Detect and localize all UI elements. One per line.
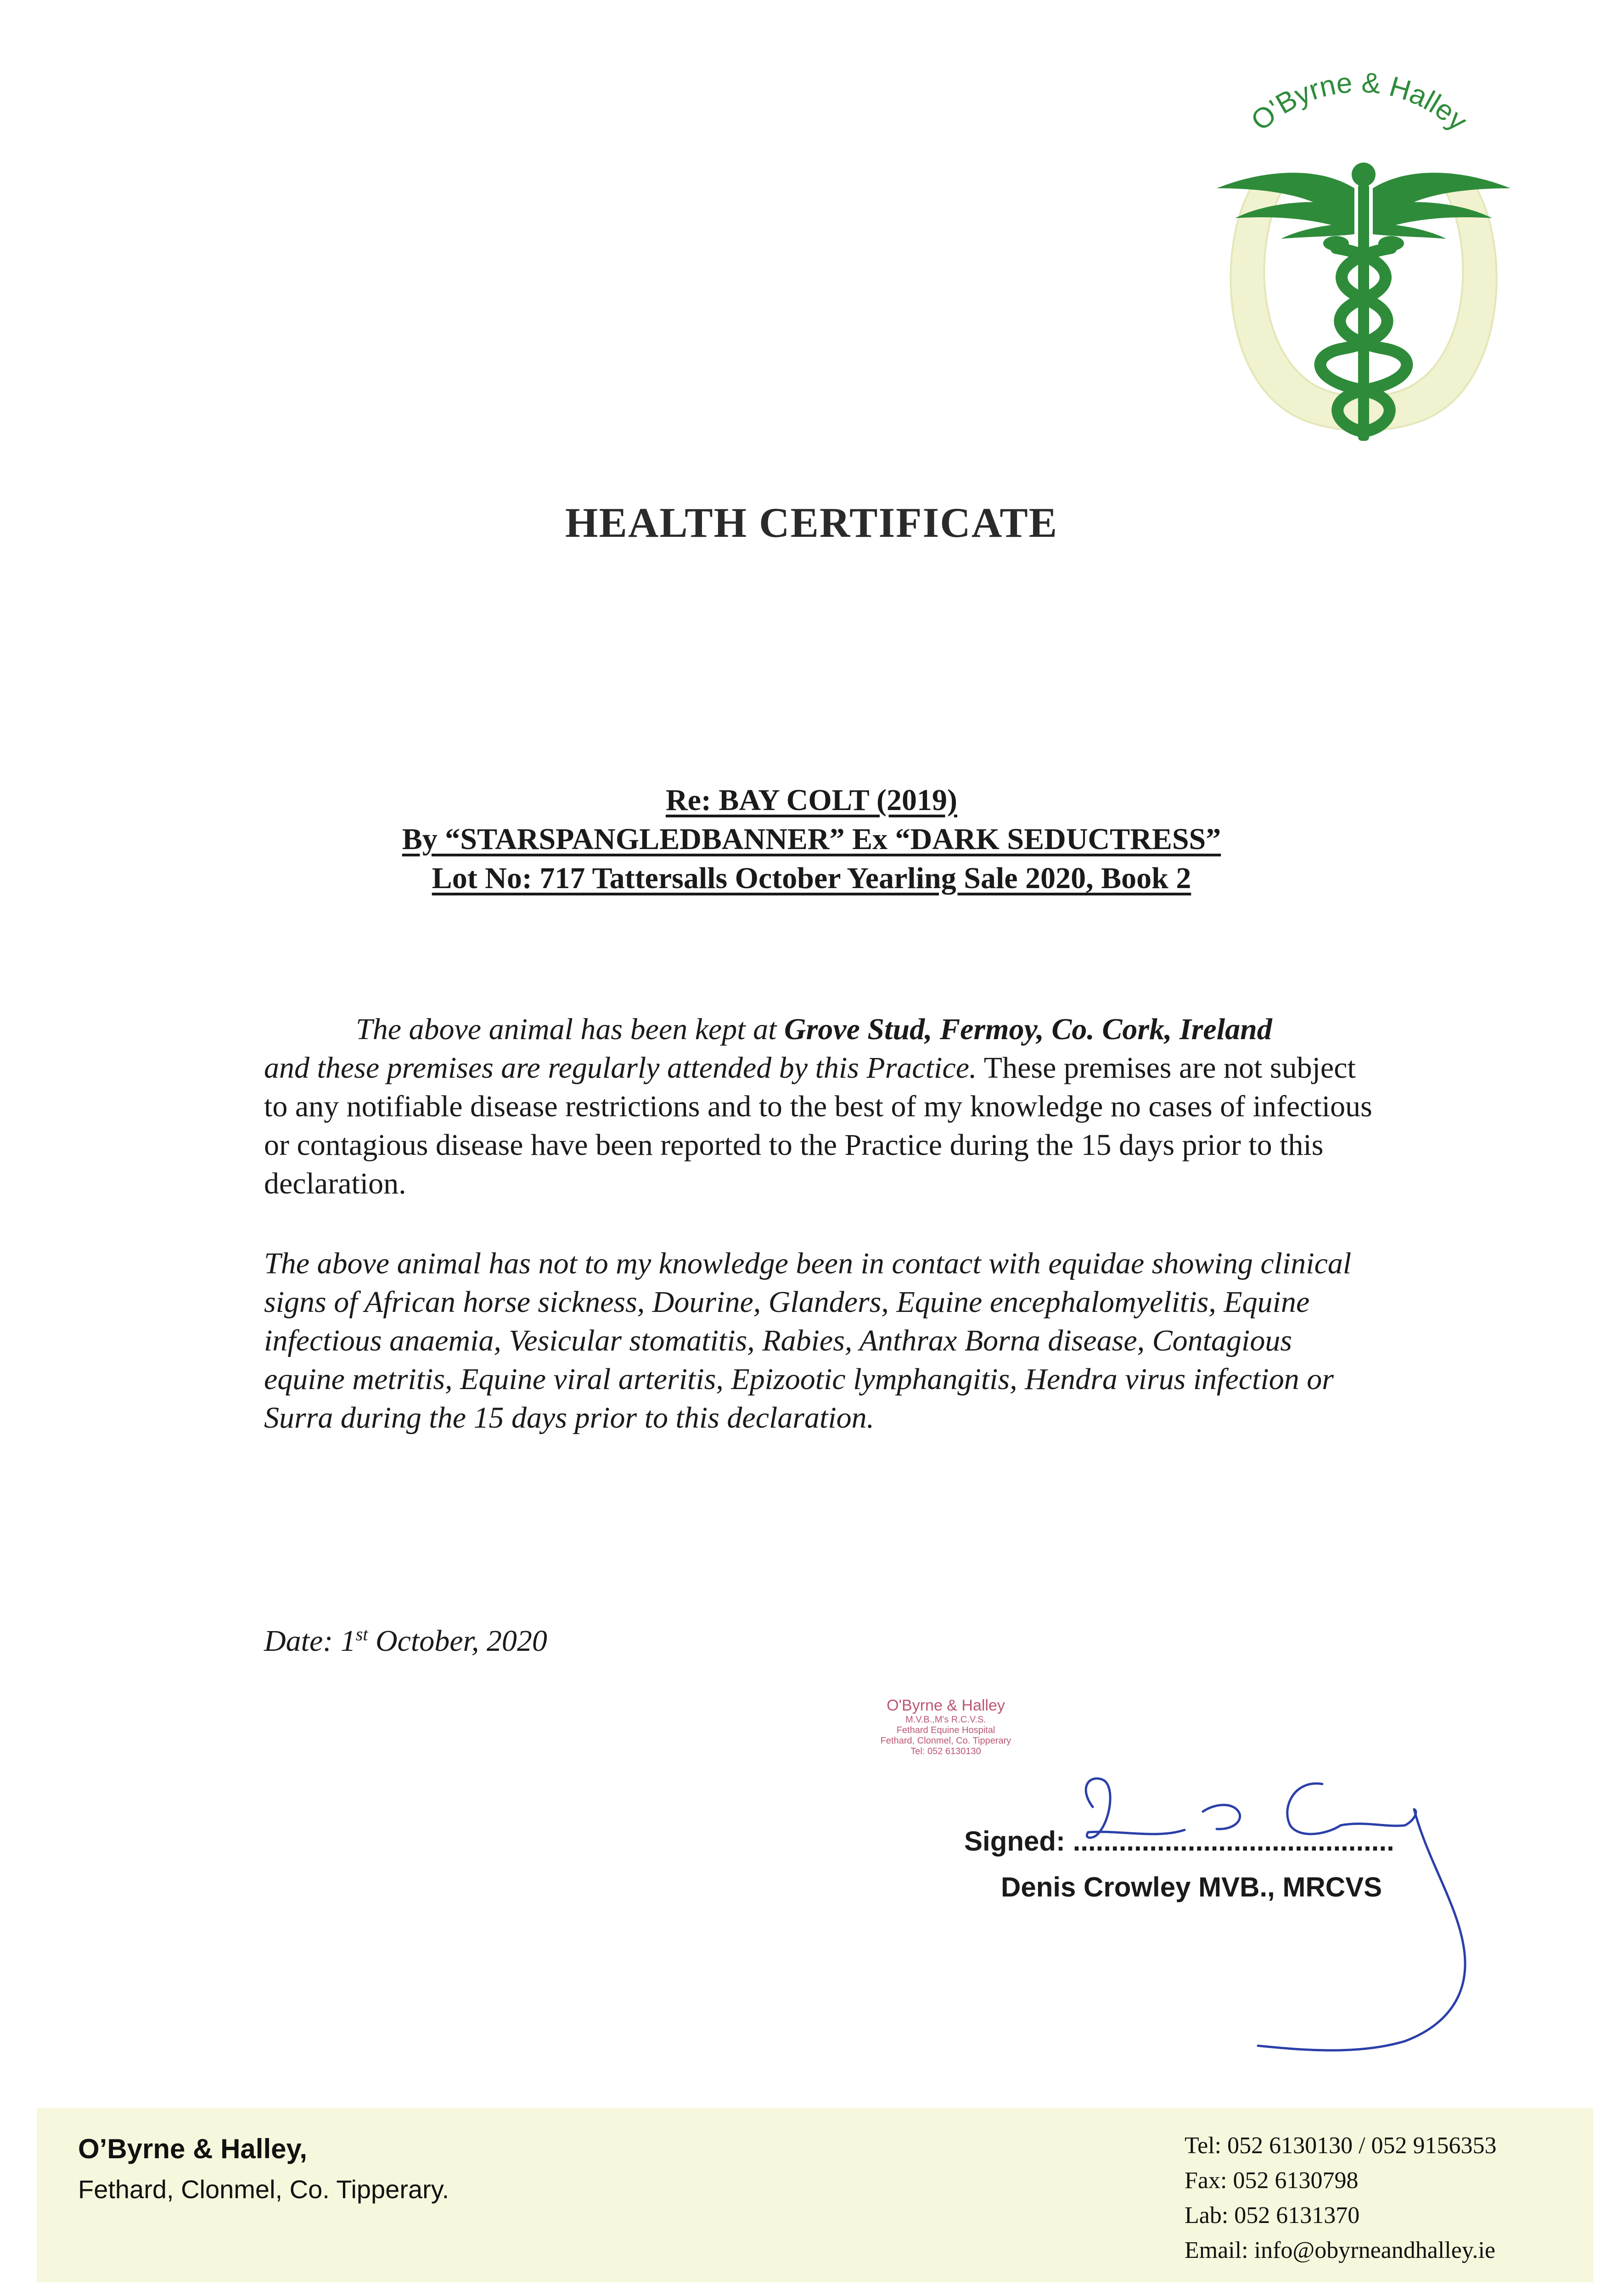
footer-lab: Lab: 052 6131370	[1185, 2202, 1360, 2228]
subject-line-lot: Lot No: 717 Tattersalls October Yearling Sale 2020, Book 2	[432, 861, 1191, 895]
stamp-line-4: Fethard, Clonmel, Co. Tipperary	[880, 1736, 1011, 1746]
signed-label: Signed:	[964, 1826, 1065, 1857]
date-rest: October, 2020	[368, 1624, 547, 1658]
premises-location: Grove Stud, Fermoy, Co. Cork, Ireland	[784, 1013, 1272, 1046]
footer-fax: Fax: 052 6130798	[1185, 2167, 1359, 2194]
svg-text:O'Byrne & Halley	[1245, 67, 1473, 137]
letterhead-footer	[37, 2108, 1593, 2282]
signature-line: ..........................................	[1073, 1826, 1394, 1857]
contact-declaration-paragraph: The above animal has not to my knowledge been in contact with equidae showing clinical signs of African horse sickness, Dourine, Glanders, Equine encephalomyelitis, Equine infectious anaemia, Vesicular stomatitis, Rabies, Anthrax Borna disease, Contagious equine metritis, Equine viral arteritis, Epizootic lymphangitis, Hendra virus infection or Surra during the 15 days prior to this declaration.	[264, 1247, 1352, 1435]
subject-line-pedigree: By “STARSPANGLEDBANNER” Ex “DARK SEDUCTRESS”	[402, 822, 1221, 856]
stamp-line-1: O'Byrne & Halley	[887, 1697, 1005, 1714]
stamp-line-3: Fethard Equine Hospital	[896, 1725, 995, 1736]
stamp-line-5: Tel: 052 6130130	[910, 1746, 981, 1757]
date-suffix: st	[355, 1624, 368, 1644]
footer-contact-block	[1185, 2128, 1497, 2268]
premises-first-line	[264, 1010, 1375, 1049]
footer-email: Email: info@obyrneandhalley.ie	[1185, 2237, 1495, 2263]
footer-tel: Tel: 052 6130130 / 052 9156353	[1185, 2133, 1497, 2159]
footer-practice-name: O’Byrne & Halley,	[78, 2133, 308, 2164]
page-title: HEALTH CERTIFICATE	[565, 499, 1058, 546]
premises-rest: These premises are not subject to any notifiable disease restrictions and to the best of my knowledge no cases of infectious or contagious disease have been reported to the Practice during the 15 days prior to this declaration.	[264, 1051, 1372, 1200]
premises-paragraph	[264, 1010, 1375, 1203]
date-prefix: Date: 1	[264, 1624, 356, 1658]
stamp-line-2: M.V.B.,M's R.C.V.S.	[905, 1715, 986, 1725]
handwritten-signature	[1065, 1770, 1478, 2082]
practice-logo	[1198, 51, 1529, 455]
premises-intro: The above animal has been kept at	[356, 1013, 784, 1046]
subject-line-animal: Re: BAY COLT (2019)	[665, 783, 958, 817]
signer-name: Denis Crowley MVB., MRCVS	[1001, 1872, 1382, 1902]
declaration-date	[264, 1623, 547, 1659]
practice-stamp	[845, 1697, 1047, 1757]
premises-attended: and these premises are regularly attended by this Practice.	[264, 1051, 977, 1085]
logo-text: O'Byrne & Halley	[1245, 67, 1473, 137]
footer-address: Fethard, Clonmel, Co. Tipperary.	[78, 2175, 449, 2204]
